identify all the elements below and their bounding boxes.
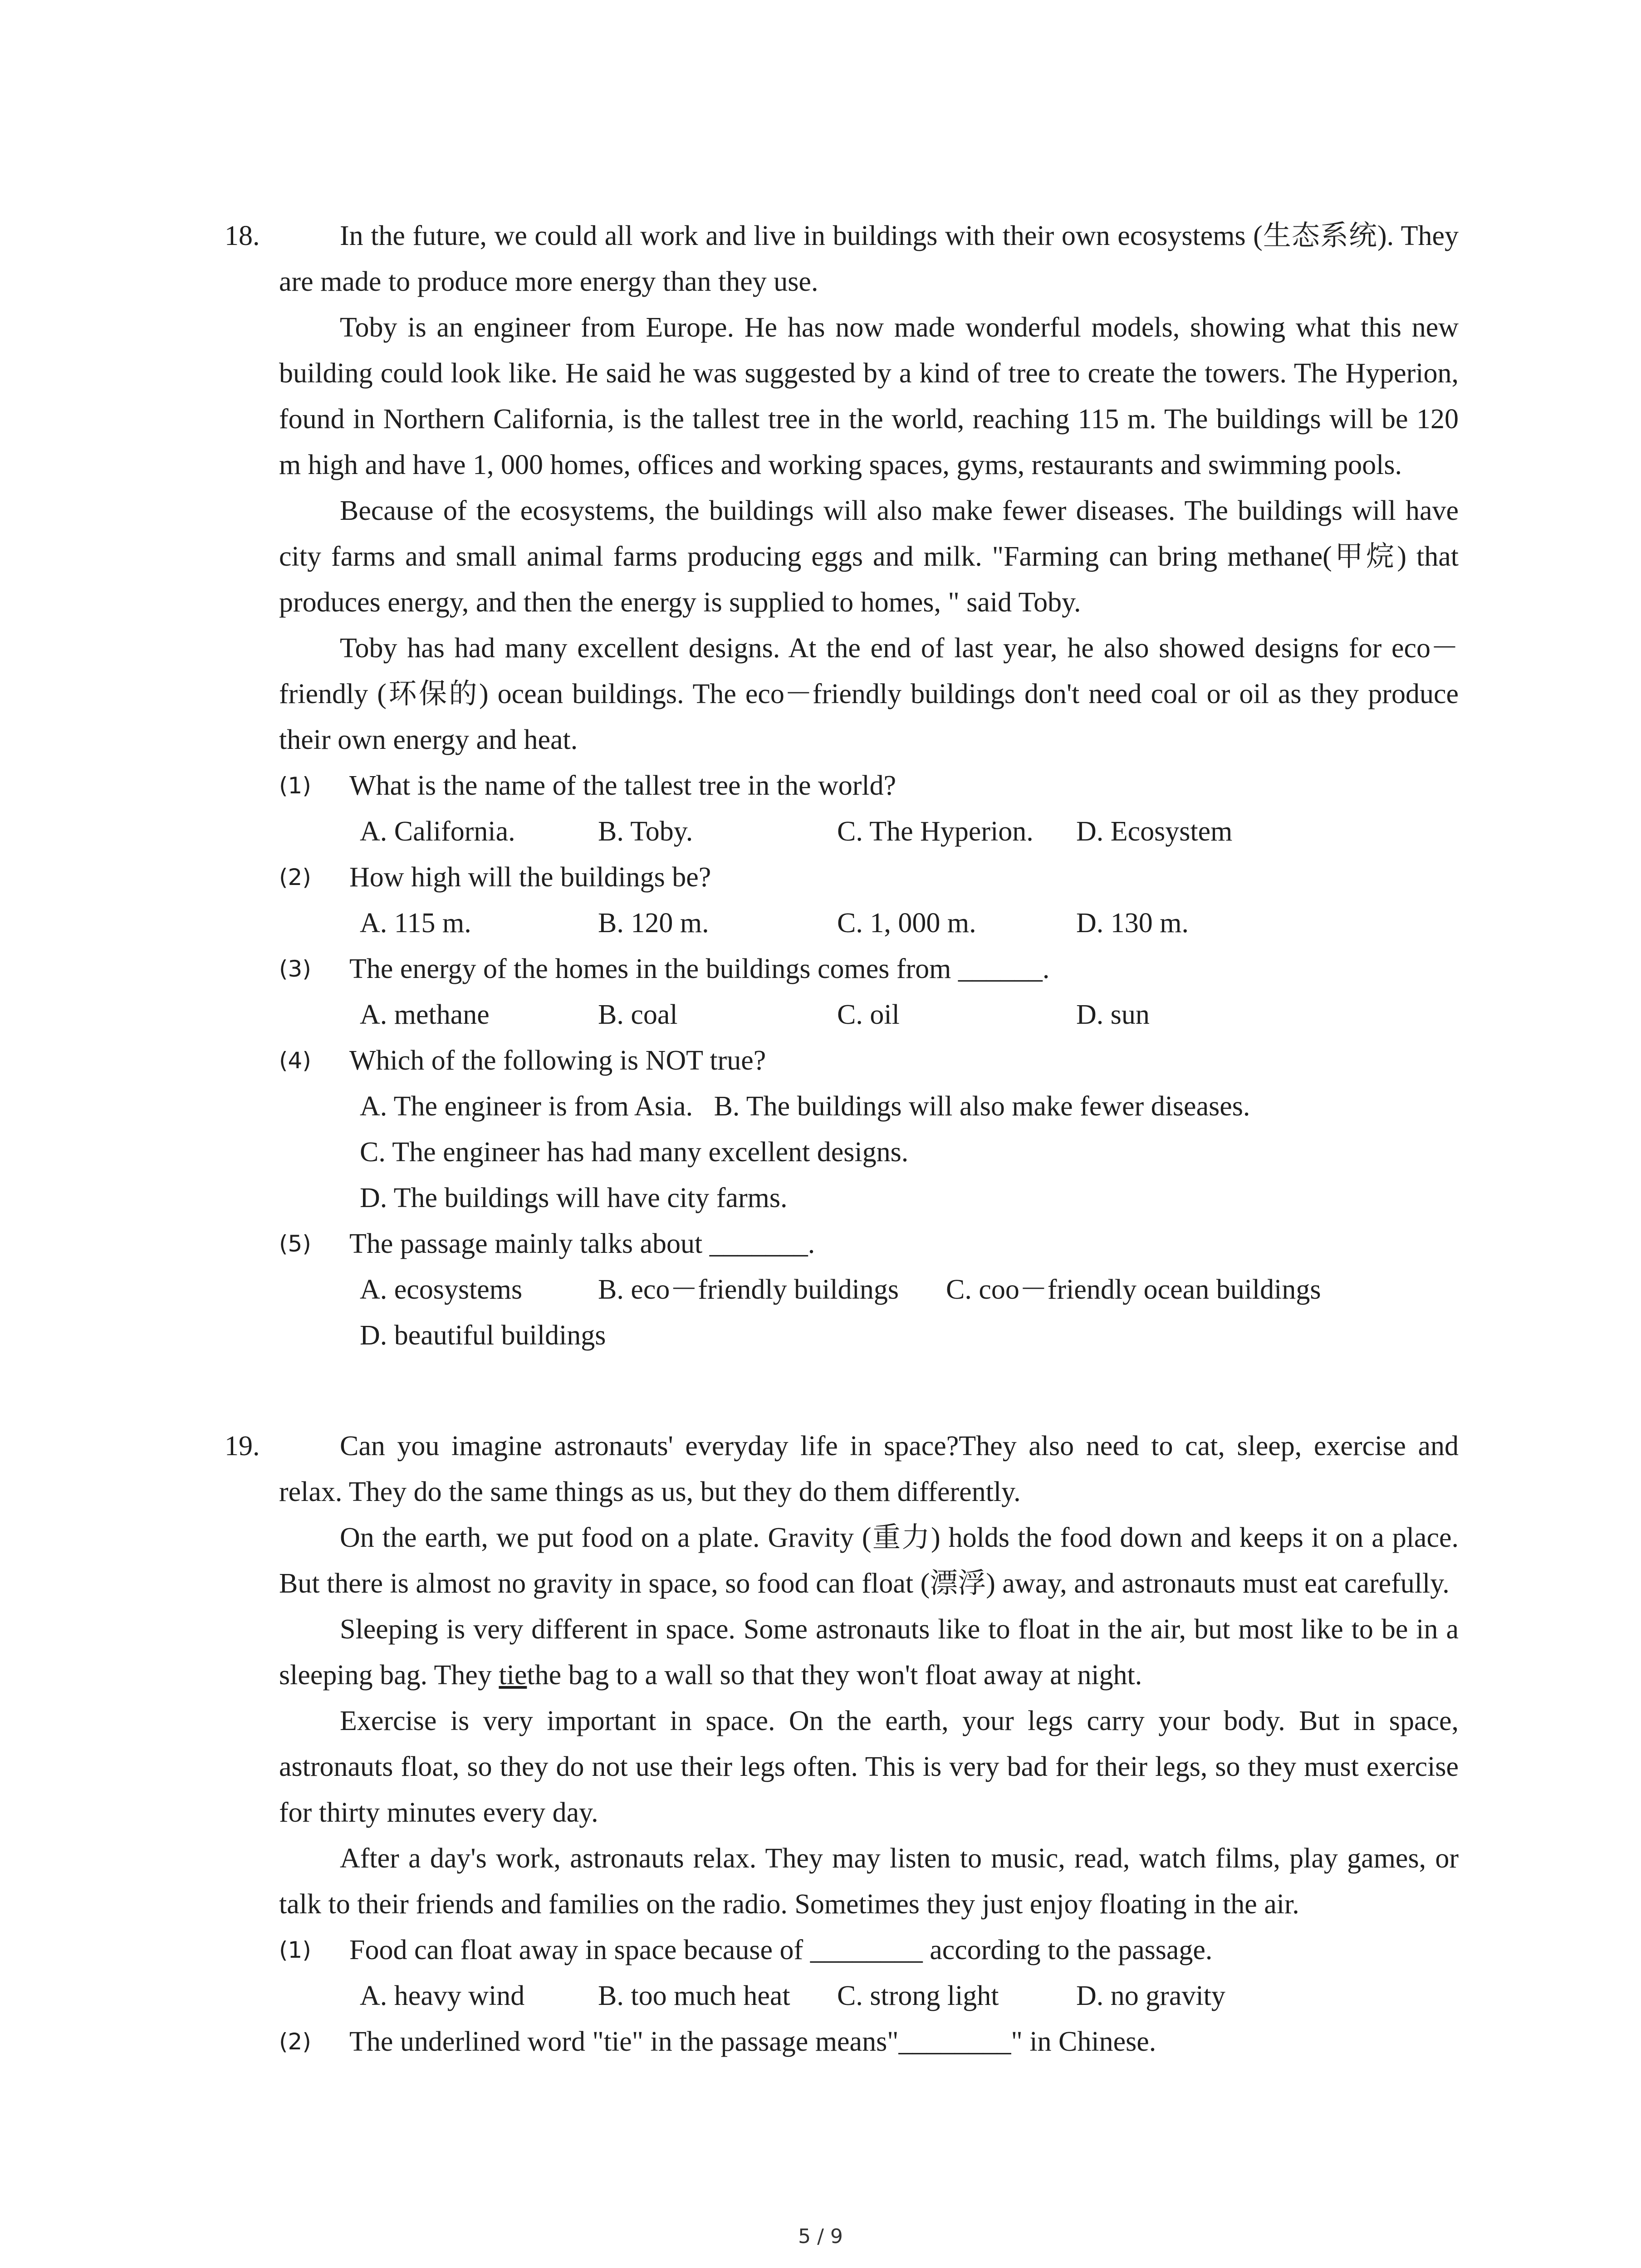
question-19 xyxy=(225,1423,1459,2065)
passage-paragraph: After a day's work, astronauts relax. They may listen to music, read, watch films, play games, or talk to their friends and families on the radio. Sometimes they just enjoy floating in the air. xyxy=(279,1843,1459,1920)
question-number: 18. xyxy=(225,220,260,251)
option-d[interactable]: D. 130 m. xyxy=(1076,908,1189,938)
option-b[interactable]: B. The buildings will also make fewer diseases. xyxy=(714,1091,1250,1122)
option-a[interactable]: A. The engineer is from Asia. xyxy=(360,1091,693,1122)
options xyxy=(360,1313,1459,1359)
passage xyxy=(279,213,1459,1359)
option-b[interactable]: B. coal xyxy=(598,999,678,1030)
sub-question-text: Food can float away in space because of ________ according to the passage. xyxy=(349,1935,1213,1965)
option-b[interactable]: B. 120 m. xyxy=(598,908,709,938)
option-c[interactable]: C. The Hyperion. xyxy=(837,816,1034,847)
sub-question-number: (2) xyxy=(279,2028,311,2055)
sub-question-2 xyxy=(279,855,1459,900)
options xyxy=(360,1175,1459,1221)
question-number: 19. xyxy=(225,1431,260,1461)
passage-paragraph: Can you imagine astronauts' everyday life in space?They also need to cat, sleep, exercise and relax. They do the same things as us, but they do them differently. xyxy=(279,1431,1459,1507)
option-d[interactable]: D. Ecosystem xyxy=(1076,816,1233,847)
passage-paragraph: On the earth, we put food on a plate. Gravity (重力) holds the food down and keeps it on a place. But there is almost no gravity in space, so food can float (漂浮) away, and astronauts must eat carefully. xyxy=(279,1522,1459,1599)
options xyxy=(360,992,1459,1038)
passage-paragraph: Toby is an engineer from Europe. He has now made wonderful models, showing what this new building could look like. He said he was suggested by a kind of tree to create the towers. The Hyperion, found in Northern California, is the tallest tree in the world, reaching 115 m. The buildings will be 120 m high and have 1, 000 homes, offices and working spaces, gyms, restaurants and swimming pools. xyxy=(279,312,1459,480)
passage-paragraph: In the future, we could all work and live in buildings with their own ecosystems (生态系统). They are made to produce more energy than they use. xyxy=(279,220,1459,297)
option-b[interactable]: B. too much heat xyxy=(598,1980,790,2011)
option-b[interactable]: B. eco－friendly buildings xyxy=(598,1274,899,1305)
option-a[interactable]: A. heavy wind xyxy=(360,1980,525,2011)
option-c[interactable]: C. The engineer has had many excellent designs. xyxy=(360,1137,909,1168)
sub-question-number: (3) xyxy=(279,956,311,982)
options xyxy=(360,1084,1459,1129)
options xyxy=(360,1129,1459,1175)
sub-question-text: How high will the buildings be? xyxy=(349,862,711,893)
option-b[interactable]: B. Toby. xyxy=(598,816,693,847)
options xyxy=(360,1267,1459,1313)
sub-question-3 xyxy=(279,946,1459,992)
option-a[interactable]: A. 115 m. xyxy=(360,908,471,938)
sub-question-1 xyxy=(279,1927,1459,1973)
options xyxy=(360,900,1459,946)
option-d[interactable]: D. The buildings will have city farms. xyxy=(360,1183,788,1213)
option-c[interactable]: C. 1, 000 m. xyxy=(837,908,976,938)
sub-question-5 xyxy=(279,1221,1459,1267)
option-d[interactable]: D. sun xyxy=(1076,999,1150,1030)
sub-question-text: The underlined word "tie" in the passage means"________" in Chinese. xyxy=(349,2026,1156,2057)
sub-question-2 xyxy=(279,2019,1459,2065)
question-18 xyxy=(225,213,1459,1359)
sub-question-number: (4) xyxy=(279,1047,311,1074)
options xyxy=(360,1973,1459,2019)
options xyxy=(360,809,1459,855)
underlined-word: tie xyxy=(499,1660,527,1691)
option-a[interactable]: A. California. xyxy=(360,816,515,847)
option-a[interactable]: A. methane xyxy=(360,999,490,1030)
paragraph-text: the bag to a wall so that they won't float away at night. xyxy=(527,1660,1142,1691)
sub-question-text: What is the name of the tallest tree in the world? xyxy=(349,770,896,801)
page-number: 5 / 9 xyxy=(798,2225,843,2248)
option-c[interactable]: C. oil xyxy=(837,999,900,1030)
option-c[interactable]: C. strong light xyxy=(837,1980,999,2011)
option-d[interactable]: D. no gravity xyxy=(1076,1980,1225,2011)
option-d[interactable]: D. beautiful buildings xyxy=(360,1320,606,1351)
passage-paragraph xyxy=(279,1607,1459,1698)
passage-paragraph: Because of the ecosystems, the buildings will also make fewer diseases. The buildings will have city farms and small animal farms producing eggs and milk. "Farming can bring methane(甲烷) that produces energy, and then the energy is supplied to homes, " said Toby. xyxy=(279,495,1459,618)
sub-question-number: (5) xyxy=(279,1231,311,1257)
sub-question-4 xyxy=(279,1038,1459,1084)
paragraph-text: Sleeping is very different in space. Some astronauts like to float in the air, but most like to be in a sleeping bag. They xyxy=(279,1614,1459,1691)
option-c[interactable]: C. coo－friendly ocean buildings xyxy=(946,1274,1321,1305)
option-a[interactable]: A. ecosystems xyxy=(360,1274,523,1305)
sub-question-number: (1) xyxy=(279,772,311,799)
passage xyxy=(279,1423,1459,2065)
sub-question-number: (1) xyxy=(279,1937,311,1963)
sub-question-number: (2) xyxy=(279,864,311,890)
passage-paragraph: Toby has had many excellent designs. At the end of last year, he also showed designs for eco－friendly (环保的) ocean buildings. The eco－friendly buildings don't need coal or oil as they produce their own energy and heat. xyxy=(279,633,1459,755)
sub-question-text: The passage mainly talks about _______. xyxy=(349,1228,815,1259)
passage-paragraph: Exercise is very important in space. On the earth, your legs carry your body. But in space, astronauts float, so they do not use their legs often. This is very bad for their legs, so they must exercise for thirty minutes every day. xyxy=(279,1706,1459,1828)
sub-question-text: The energy of the homes in the buildings comes from ______. xyxy=(349,953,1050,984)
sub-question-text: Which of the following is NOT true? xyxy=(349,1045,766,1076)
sub-question-1 xyxy=(279,763,1459,809)
